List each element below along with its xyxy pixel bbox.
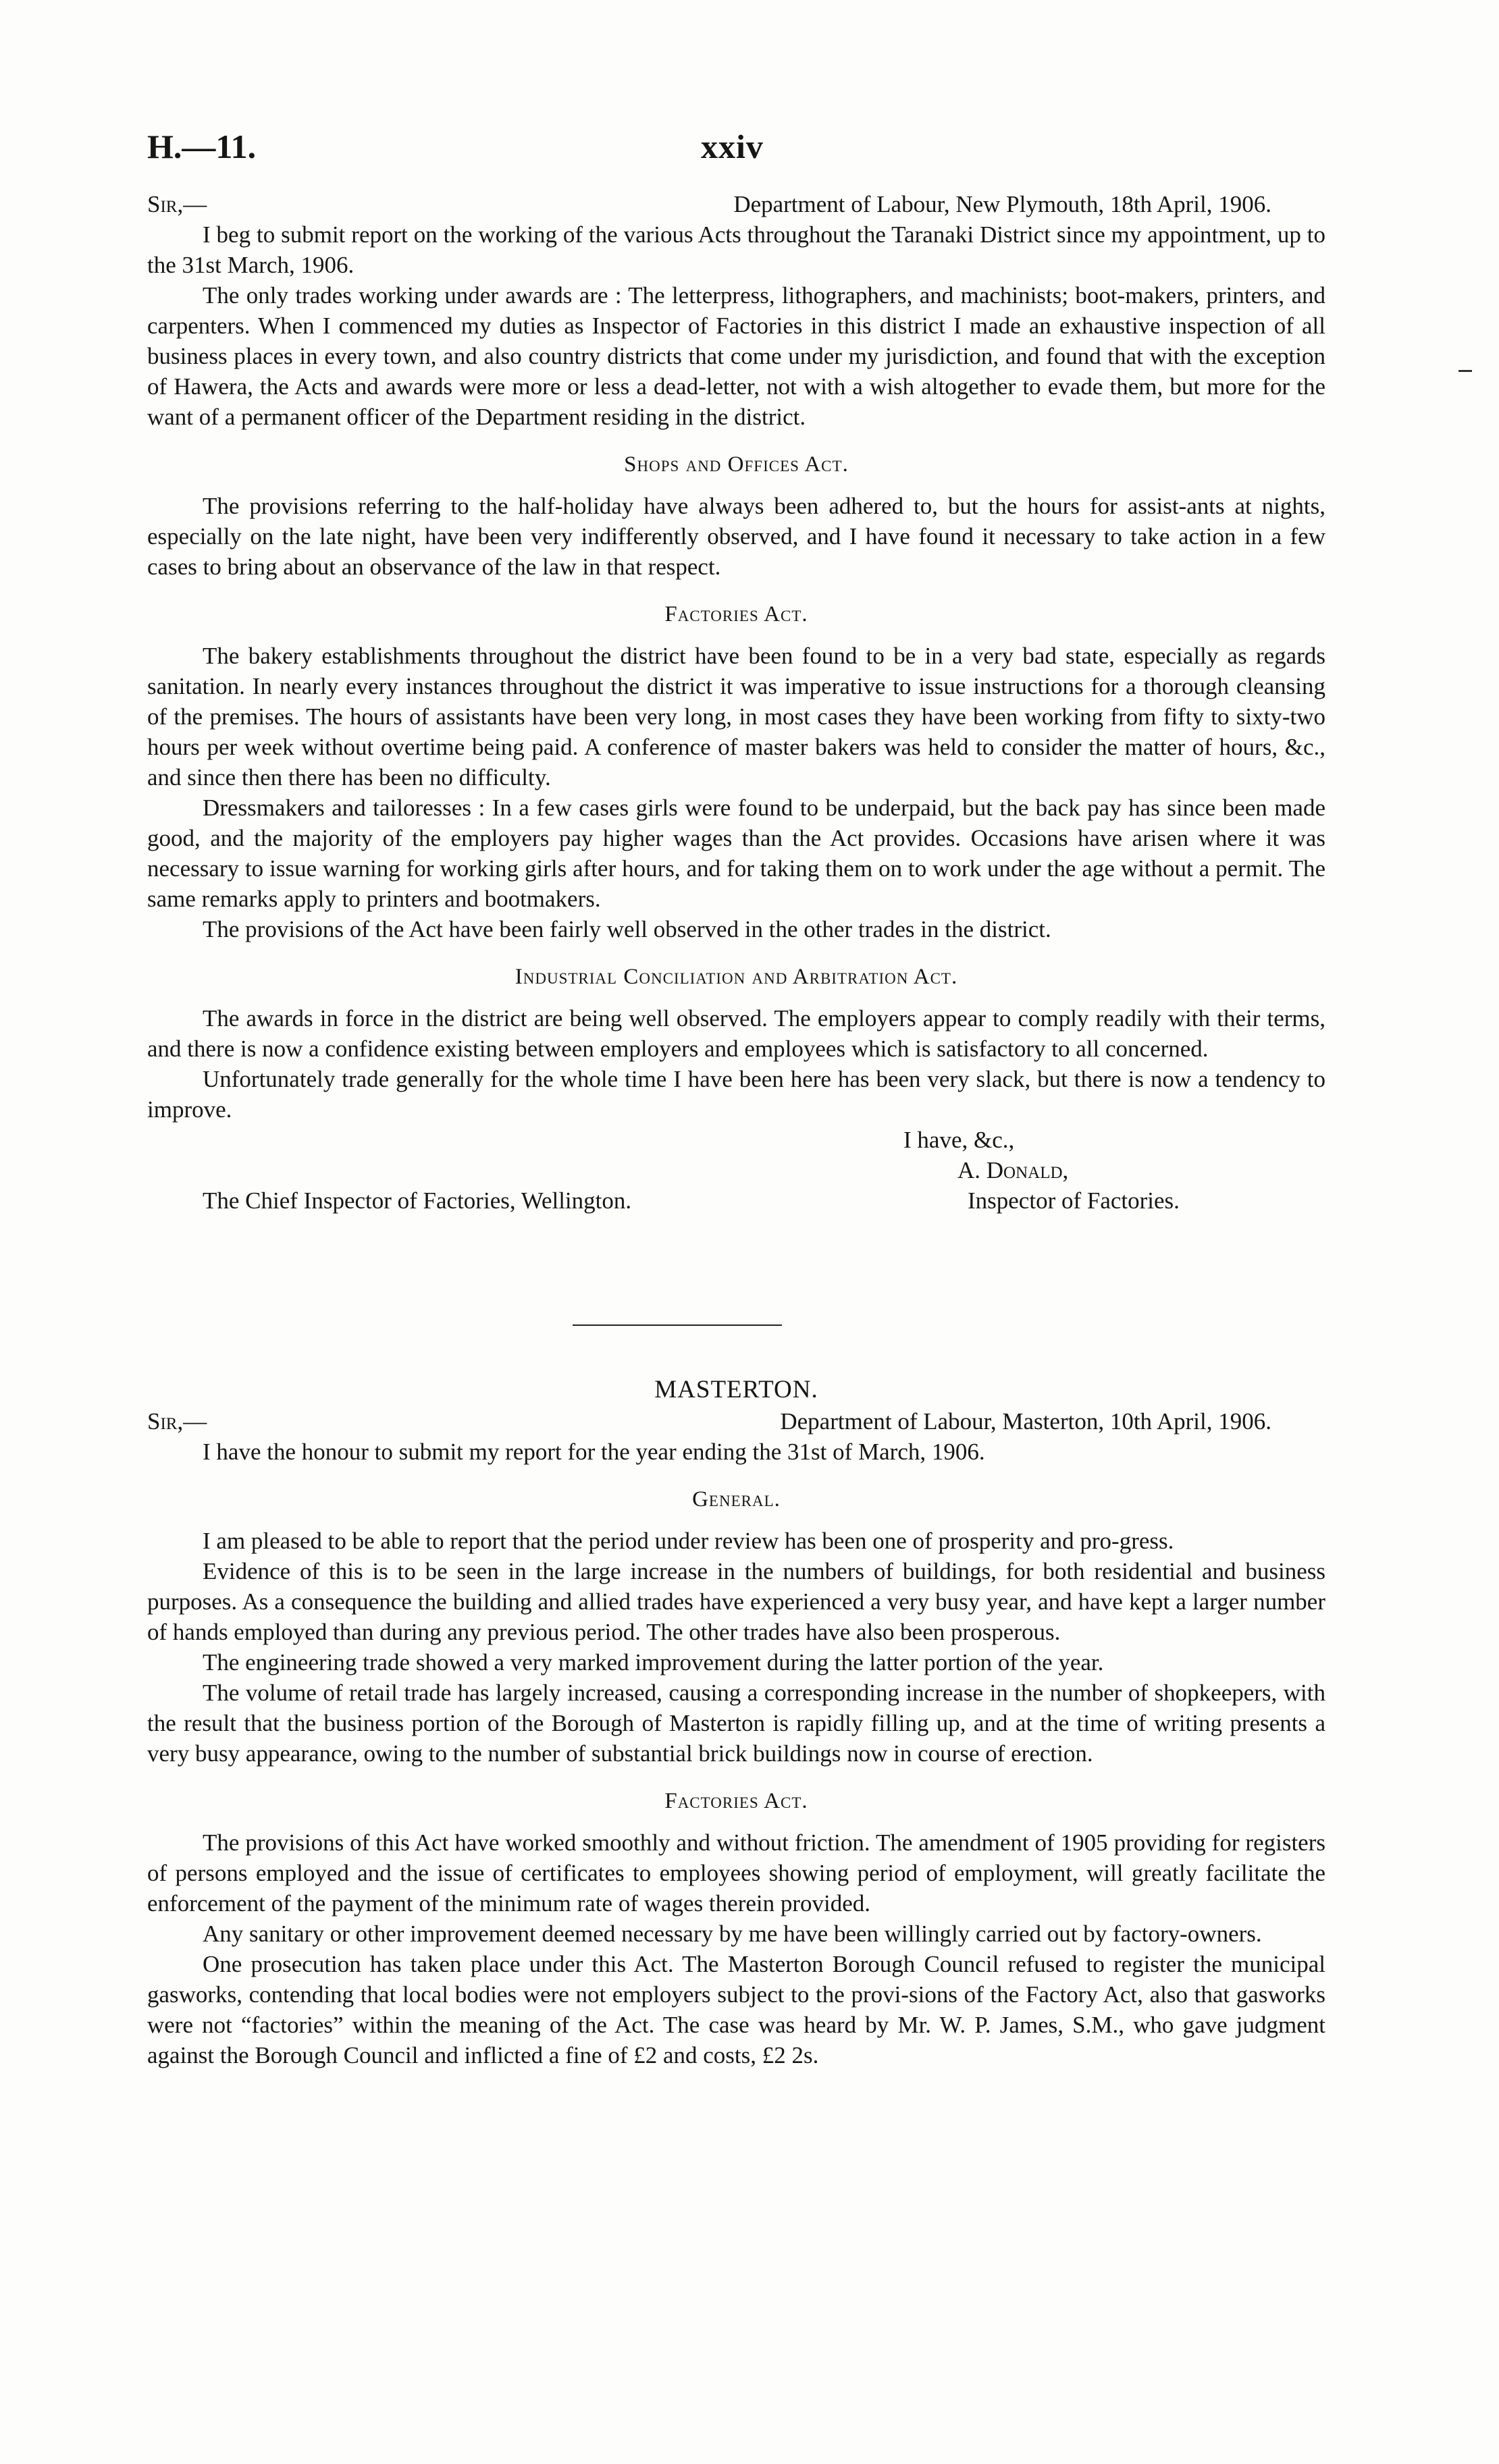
closing-formula: I have, &c., — [903, 1127, 1015, 1153]
letter1-dateline-row — [147, 189, 1325, 219]
general-paragraph: The engineering trade showed a very marked improvement during the latter portion of the year. — [203, 1649, 1104, 1676]
letter-new-plymouth — [147, 189, 1325, 1216]
letter2-dateline: Department of Labour, Masterton, 10th April, 1906. — [780, 1408, 1271, 1435]
addressee-row — [147, 1185, 1325, 1216]
letter1-paragraph: I beg to submit report on the working of the various Acts throughout the Taranaki District since my appointment, up to the 31st March, 1906. — [147, 221, 1325, 278]
general-paragraph: Evidence of this is to be seen in the large increase in the numbers of buildings, for both residential and business purposes. As a consequence the building and allied trades have experienced a very busy year, and have kept a larger number of hands employed than during any previous period. The other trades have also been prosperous. — [147, 1558, 1325, 1645]
letter1-paragraph: The only trades working under awards are : The letterpress, lithographers, and machinists; boot-makers, printers, and carpenters. When I commenced my duties as Inspector of Factories in this district I made an exhaustive inspection of all business places in every town, and also country districts that come under my jurisdiction, and found that with the exception of Hawera, the Acts and awards were more or less a dead-letter, not with a wish altogether to evade them, but more for the want of a permanent officer of the Department residing in the district. — [147, 282, 1325, 430]
addressee: The Chief Inspector of Factories, Wellington. — [203, 1187, 632, 1214]
letter2-salutation: Sir,— — [147, 1408, 207, 1435]
factories-paragraph: Dressmakers and tailoresses : In a few cases girls were found to be underpaid, but the back pay has since been made good, and the majority of the employers pay higher wages than the Act provides. Occasions have arisen where it was necessary to issue warning for working girls after hours, and for taking them on to work under the age without a permit. The same remarks apply to printers and bootmakers. — [147, 795, 1325, 912]
letter2-dateline-row — [147, 1406, 1325, 1437]
page-header — [147, 127, 1322, 174]
section-divider — [573, 1324, 782, 1326]
factories2-paragraph: Any sanitary or other improvement deemed necessary by me have been willingly carried out by factory-owners. — [203, 1921, 1262, 1947]
margin-mark — [1458, 370, 1472, 372]
general-heading: General. — [692, 1487, 781, 1511]
factories-paragraph: The bakery establishments throughout the district have been found to be in a very bad state, especially as regards sanitation. In nearly every instances throughout the district it was imperative to issue instructions for a thorough cleansing of the premises. The hours of assistants have been very long, in most cases they have been working from fifty to sixty-two hours per week without overtime being paid. A conference of master bakers was held to consider the matter of hours, &c., and since then there has been no difficulty. — [147, 643, 1325, 791]
closing-row — [147, 1125, 1325, 1155]
shops-paragraph: The provisions referring to the half-holiday have always been adhered to, but the hours for assist-ants at nights, especially on the late night, have been very indifferently observed, and I have found it necessary to take action in a few cases to bring about an observance of the law in that respect. — [147, 493, 1325, 580]
general-paragraph: The volume of retail trade has largely increased, causing a corresponding increase in the number of shopkeepers, with the result that the business portion of the Borough of Masterton is rapidly filling up, and at the time of writing presents a very busy appearance, owing to the number of substantial brick buildings now in course of erection. — [147, 1680, 1325, 1767]
signature-title: Inspector of Factories. — [968, 1187, 1180, 1214]
masterton-title: MASTERTON. — [654, 1376, 818, 1403]
factories2-paragraph: One prosecution has taken place under this Act. The Masterton Borough Council refused to register the municipal gasworks, contending that local bodies were not employers subject to the provi-sions of the Factory Act, also that gasworks were not “factories” within the meaning of the Act. The case was heard by Mr. W. P. James, S.M., who gave judgment against the Borough Council and inflicted a fine of £2 and costs, £2 2s. — [147, 1951, 1325, 2068]
page-number: xxiv — [701, 128, 764, 165]
letter2-intro: I have the honour to submit my report for the year ending the 31st of March, 1906. — [203, 1439, 985, 1465]
letter1-salutation: Sir,— — [147, 191, 207, 217]
factories-heading: Factories Act. — [664, 602, 808, 626]
signature-name: A. Donald, — [957, 1157, 1069, 1183]
factories-heading-2: Factories Act. — [664, 1789, 808, 1813]
letter1-dateline: Department of Labour, New Plymouth, 18th April, 1906. — [733, 191, 1271, 217]
shops-heading: Shops and Offices Act. — [624, 452, 849, 477]
closing-paragraph: Unfortunately trade generally for the whole time I have been here has been very slack, but there is now a tendency to improve. — [147, 1066, 1325, 1123]
arbitration-heading: Industrial Conciliation and Arbitration Act. — [515, 965, 958, 989]
signature-row — [147, 1155, 1325, 1185]
letter-masterton — [147, 1374, 1325, 2070]
parliamentary-paper-ref: H.—11. — [147, 128, 257, 165]
factories-paragraph: The provisions of the Act have been fairly well observed in the other trades in the district. — [203, 916, 1051, 942]
arbitration-paragraph: The awards in force in the district are being well observed. The employers appear to comply readily with their terms, and there is now a confidence existing between employers and employees which is satisfactory to all concerned. — [147, 1005, 1325, 1062]
general-paragraph: I am pleased to be able to report that the period under review has been one of prosperity and pro-gress. — [203, 1528, 1174, 1554]
factories2-paragraph: The provisions of this Act have worked smoothly and without friction. The amendment of 1905 providing for registers of persons employed and the issue of certificates to employees showing period of employment, will greatly facilitate the enforcement of the payment of the minimum rate of wages therein provided. — [147, 1829, 1325, 1917]
